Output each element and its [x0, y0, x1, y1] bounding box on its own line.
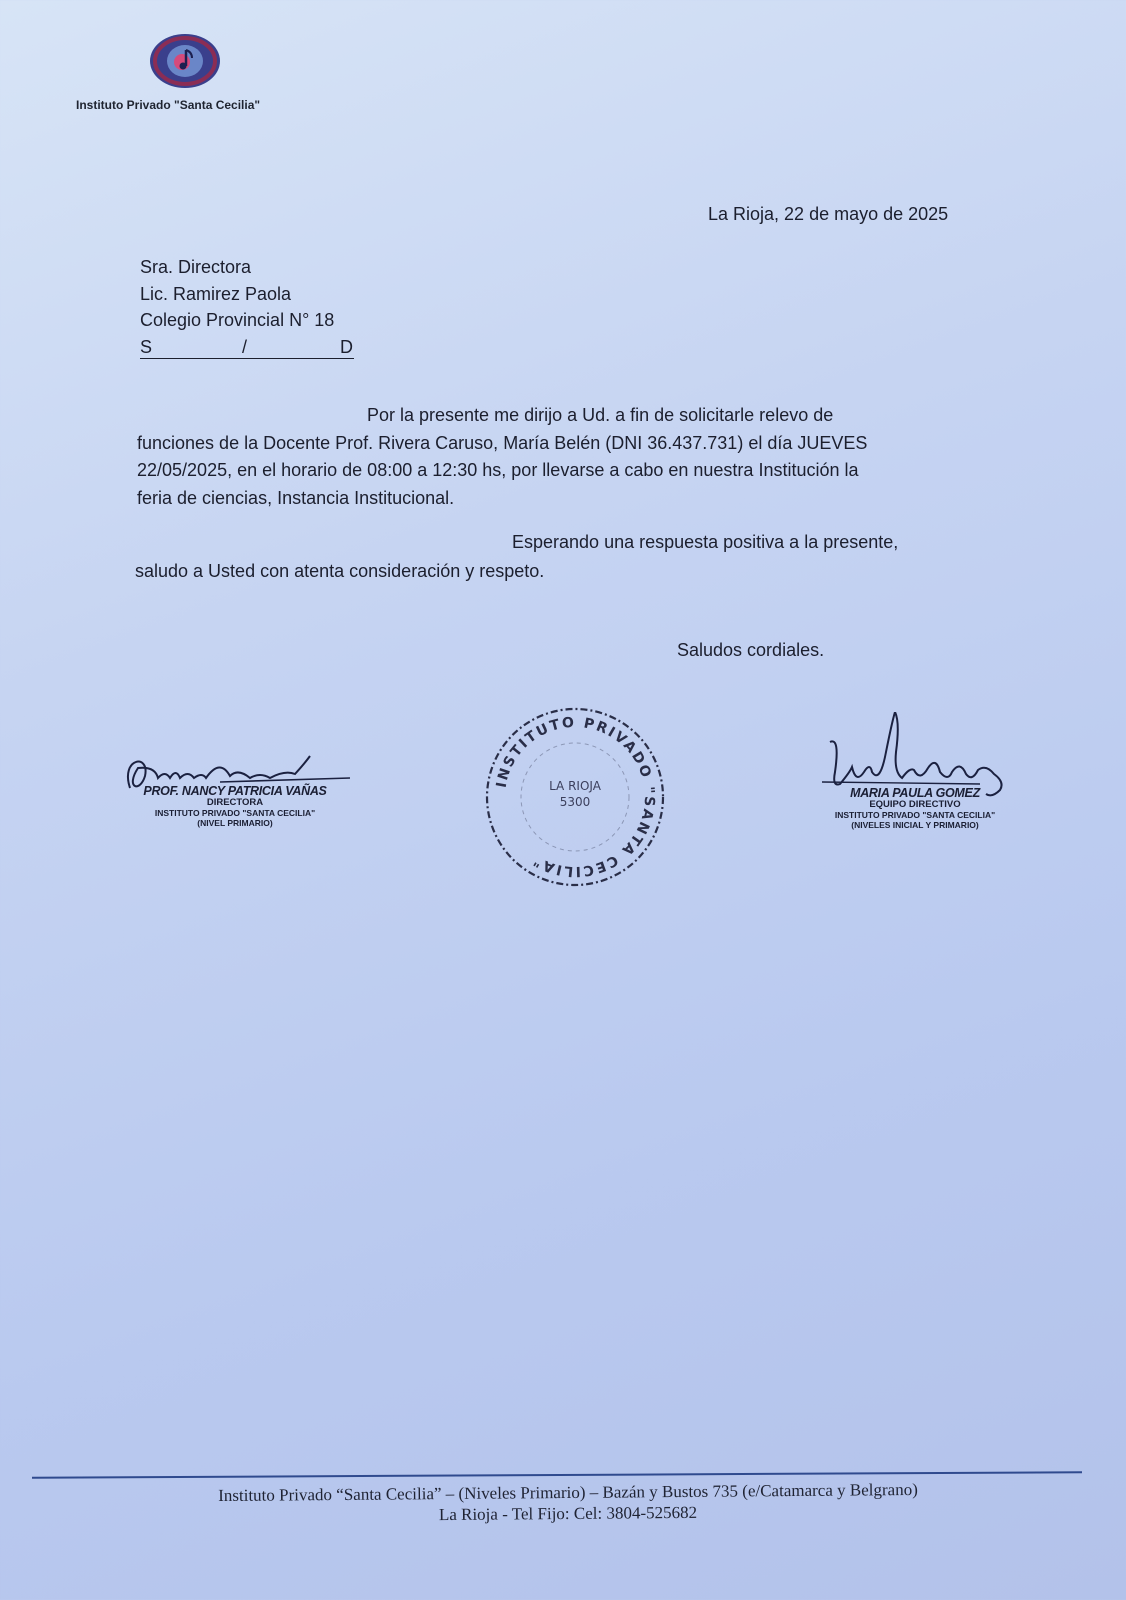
- recipient-school: Colegio Provincial N° 18: [140, 310, 335, 330]
- body-paragraph-1: [137, 402, 997, 512]
- signature-block-left: [110, 748, 360, 828]
- footer-divider: [32, 1471, 1082, 1478]
- paragraph-1-line-4: feria de ciencias, Instancia Institucional.: [137, 487, 455, 508]
- recipient-block: [140, 254, 354, 359]
- footer-contact-line: La Rioja - Tel Fijo: Cel: 3804-525682: [438, 1502, 698, 1525]
- institution-name: Instituto Privado "Santa Cecilia": [76, 98, 261, 112]
- recipient-title: Sra. Directora: [140, 257, 252, 277]
- signer-left-role: DIRECTORA: [206, 797, 264, 808]
- recipient-name: Lic. Ramirez Paola: [140, 283, 292, 304]
- paragraph-2-line-1: Esperando una respuesta positiva a la presente,: [512, 532, 899, 552]
- sd-slash: /: [242, 336, 248, 357]
- signer-left-name: PROF. NANCY PATRICIA VAÑAS: [143, 784, 327, 798]
- signer-left-level: (NIVEL PRIMARIO): [197, 818, 273, 828]
- signer-right-role: EQUIPO DIRECTIVO: [869, 799, 961, 810]
- institution-logo-icon: [148, 32, 222, 90]
- sd-d: D: [340, 336, 353, 357]
- footer-address-line: Instituto Privado “Santa Cecilia” – (Niveles Primario) – Bazán y Bustos 735 (e/Catamarca y Belgrano): [218, 1479, 918, 1506]
- date-line: La Rioja, 22 de mayo de 2025: [708, 204, 949, 224]
- signer-right-institution: INSTITUTO PRIVADO "SANTA CECILIA": [834, 810, 996, 820]
- institution-seal-icon: [482, 704, 668, 890]
- su-despacho-line: [140, 334, 354, 359]
- paragraph-1-line-3: 22/05/2025, en el horario de 08:00 a 12:30 hs, por llevarse a cabo en nuestra Institución la: [137, 460, 859, 480]
- closing-line: Saludos cordiales.: [677, 640, 825, 660]
- signer-right-level: (NIVELES INICIAL Y PRIMARIO): [851, 820, 979, 830]
- signature-block-right: [810, 712, 1020, 830]
- body-paragraph-2: [135, 528, 995, 586]
- seal-center-line-1: LA RIOJA: [549, 779, 601, 793]
- paragraph-1-line-1: Por la presente me dirijo a Ud. a fin de solicitarle relevo de: [367, 405, 834, 425]
- seal-ring-text: INSTITUTO PRIVADO "SANTA CECILIA": [493, 714, 658, 880]
- paragraph-1-line-2: funciones de la Docente Prof. Rivera Caruso, María Belén (DNI 36.437.731) el día JUEVES: [137, 432, 868, 453]
- paragraph-2-line-2: saludo a Usted con atenta consideración y respeto.: [135, 561, 545, 581]
- signer-right-name: MARIA PAULA GOMEZ: [850, 786, 980, 800]
- seal-center-line-2: 5300: [559, 795, 591, 809]
- signer-left-institution: INSTITUTO PRIVADO "SANTA CECILIA": [154, 808, 316, 818]
- sd-s: S: [140, 336, 153, 357]
